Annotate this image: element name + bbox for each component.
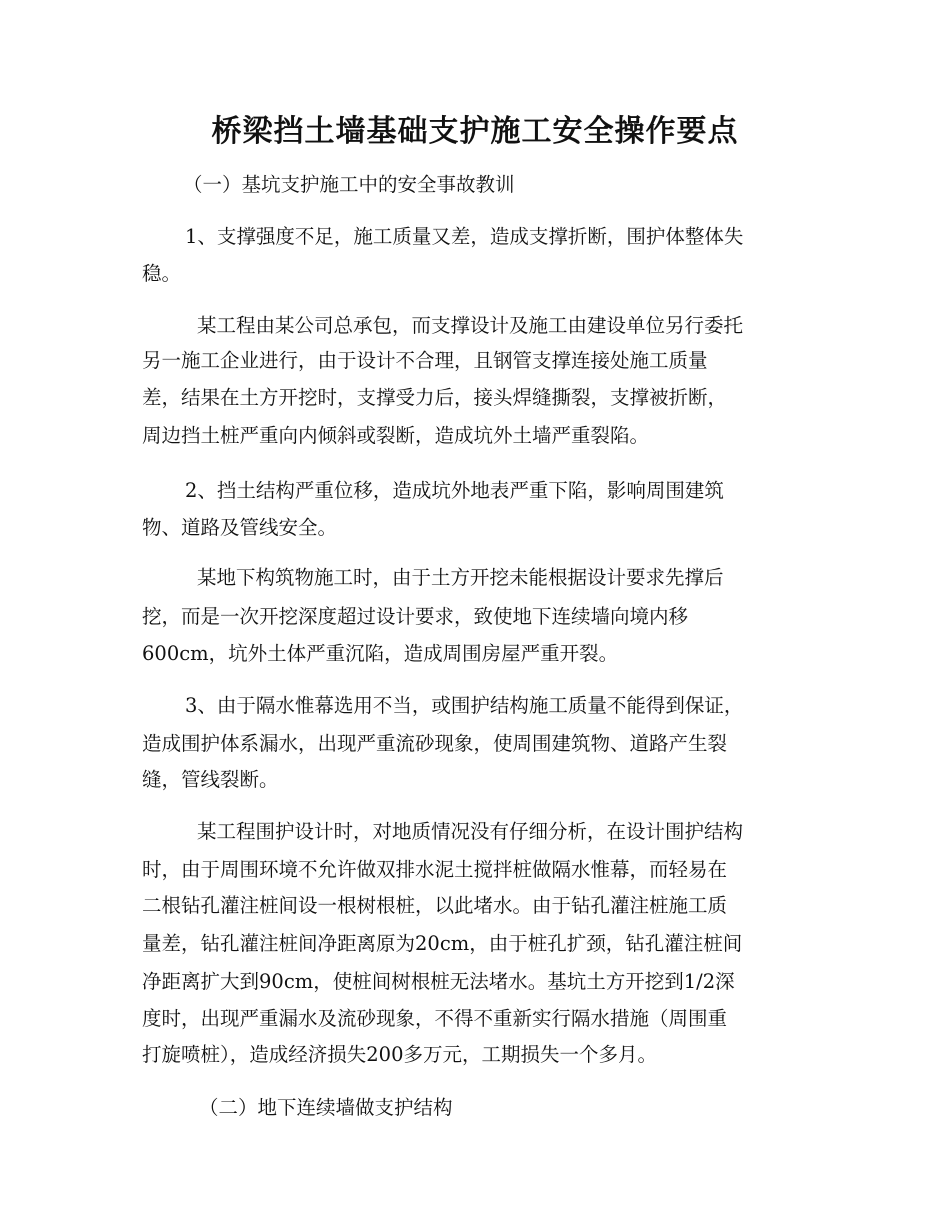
paragraph-line: 3、由于隔水惟幕选用不当，或围护结构施工质量不能得到保证， xyxy=(185,694,744,717)
paragraph-line: 净距离扩大到90cm，使桩间树根桩无法堵水。基坑土方开挖到1/2深 xyxy=(142,970,735,993)
paragraph-line: 时，由于周围环境不允许做双排水泥土搅拌桩做隔水惟幕，而轻易在 xyxy=(142,858,728,881)
paragraph-line: 某地下构筑物施工时，由于土方开挖未能根据设计要求先撑后 xyxy=(197,566,724,589)
paragraph-line: 缝，管线裂断。 xyxy=(142,768,279,791)
paragraph-line: 600cm，坑外土体严重沉陷，造成周围房屋严重开裂。 xyxy=(142,642,619,665)
paragraph-line: 差，结果在土方开挖时，支撑受力后，接头焊缝撕裂，支撑被折断， xyxy=(142,386,728,409)
paragraph-line: 挖，而是一次开挖深度超过设计要求，致使地下连续墙向境内移 xyxy=(142,605,689,628)
paragraph-line: 量差，钻孔灌注桩间净距离原为20cm，由于桩孔扩颈，钻孔灌注桩间 xyxy=(142,932,743,955)
paragraph-line: 某工程由某公司总承包，而支撑设计及施工由建设单位另行委托 xyxy=(197,314,744,337)
paragraph-line: 度时，出现严重漏水及流砂现象，不得不重新实行隔水措施（周围重 xyxy=(142,1007,728,1030)
section-heading: （一）基坑支护施工中的安全事故教训 xyxy=(183,173,515,196)
paragraph-line: 造成围护体系漏水，出现严重流砂现象，使周围建筑物、道路产生裂 xyxy=(142,732,728,755)
paragraph-line: 物、道路及管线安全。 xyxy=(142,516,338,539)
paragraph-line: 2、挡土结构严重位移，造成坑外地表严重下陷，影响周围建筑 xyxy=(185,479,724,502)
paragraph-line: 某工程围护设计时，对地质情况没有仔细分析，在设计围护结构 xyxy=(197,820,744,843)
section-heading: （二）地下连续墙做支护结构 xyxy=(199,1096,453,1119)
paragraph-line: 二根钻孔灌注桩间设一根树根桩，以此堵水。由于钻孔灌注桩施工质 xyxy=(142,894,728,917)
paragraph-line: 周边挡土桩严重向内倾斜或裂断，造成坑外土墙严重裂陷。 xyxy=(142,424,650,447)
paragraph-line: 1、支撑强度不足，施工质量又差，造成支撑折断，围护体整体失 xyxy=(185,225,744,248)
page-title: 桥梁挡土墙基础支护施工安全操作要点 xyxy=(211,114,739,149)
paragraph-line: 打旋喷桩），造成经济损失200多万元，工期损失一个多月。 xyxy=(142,1043,657,1066)
paragraph-line: 稳。 xyxy=(142,262,182,285)
paragraph-line: 另一施工企业进行，由于设计不合理，且钢管支撑连接处施工质量 xyxy=(142,349,708,372)
